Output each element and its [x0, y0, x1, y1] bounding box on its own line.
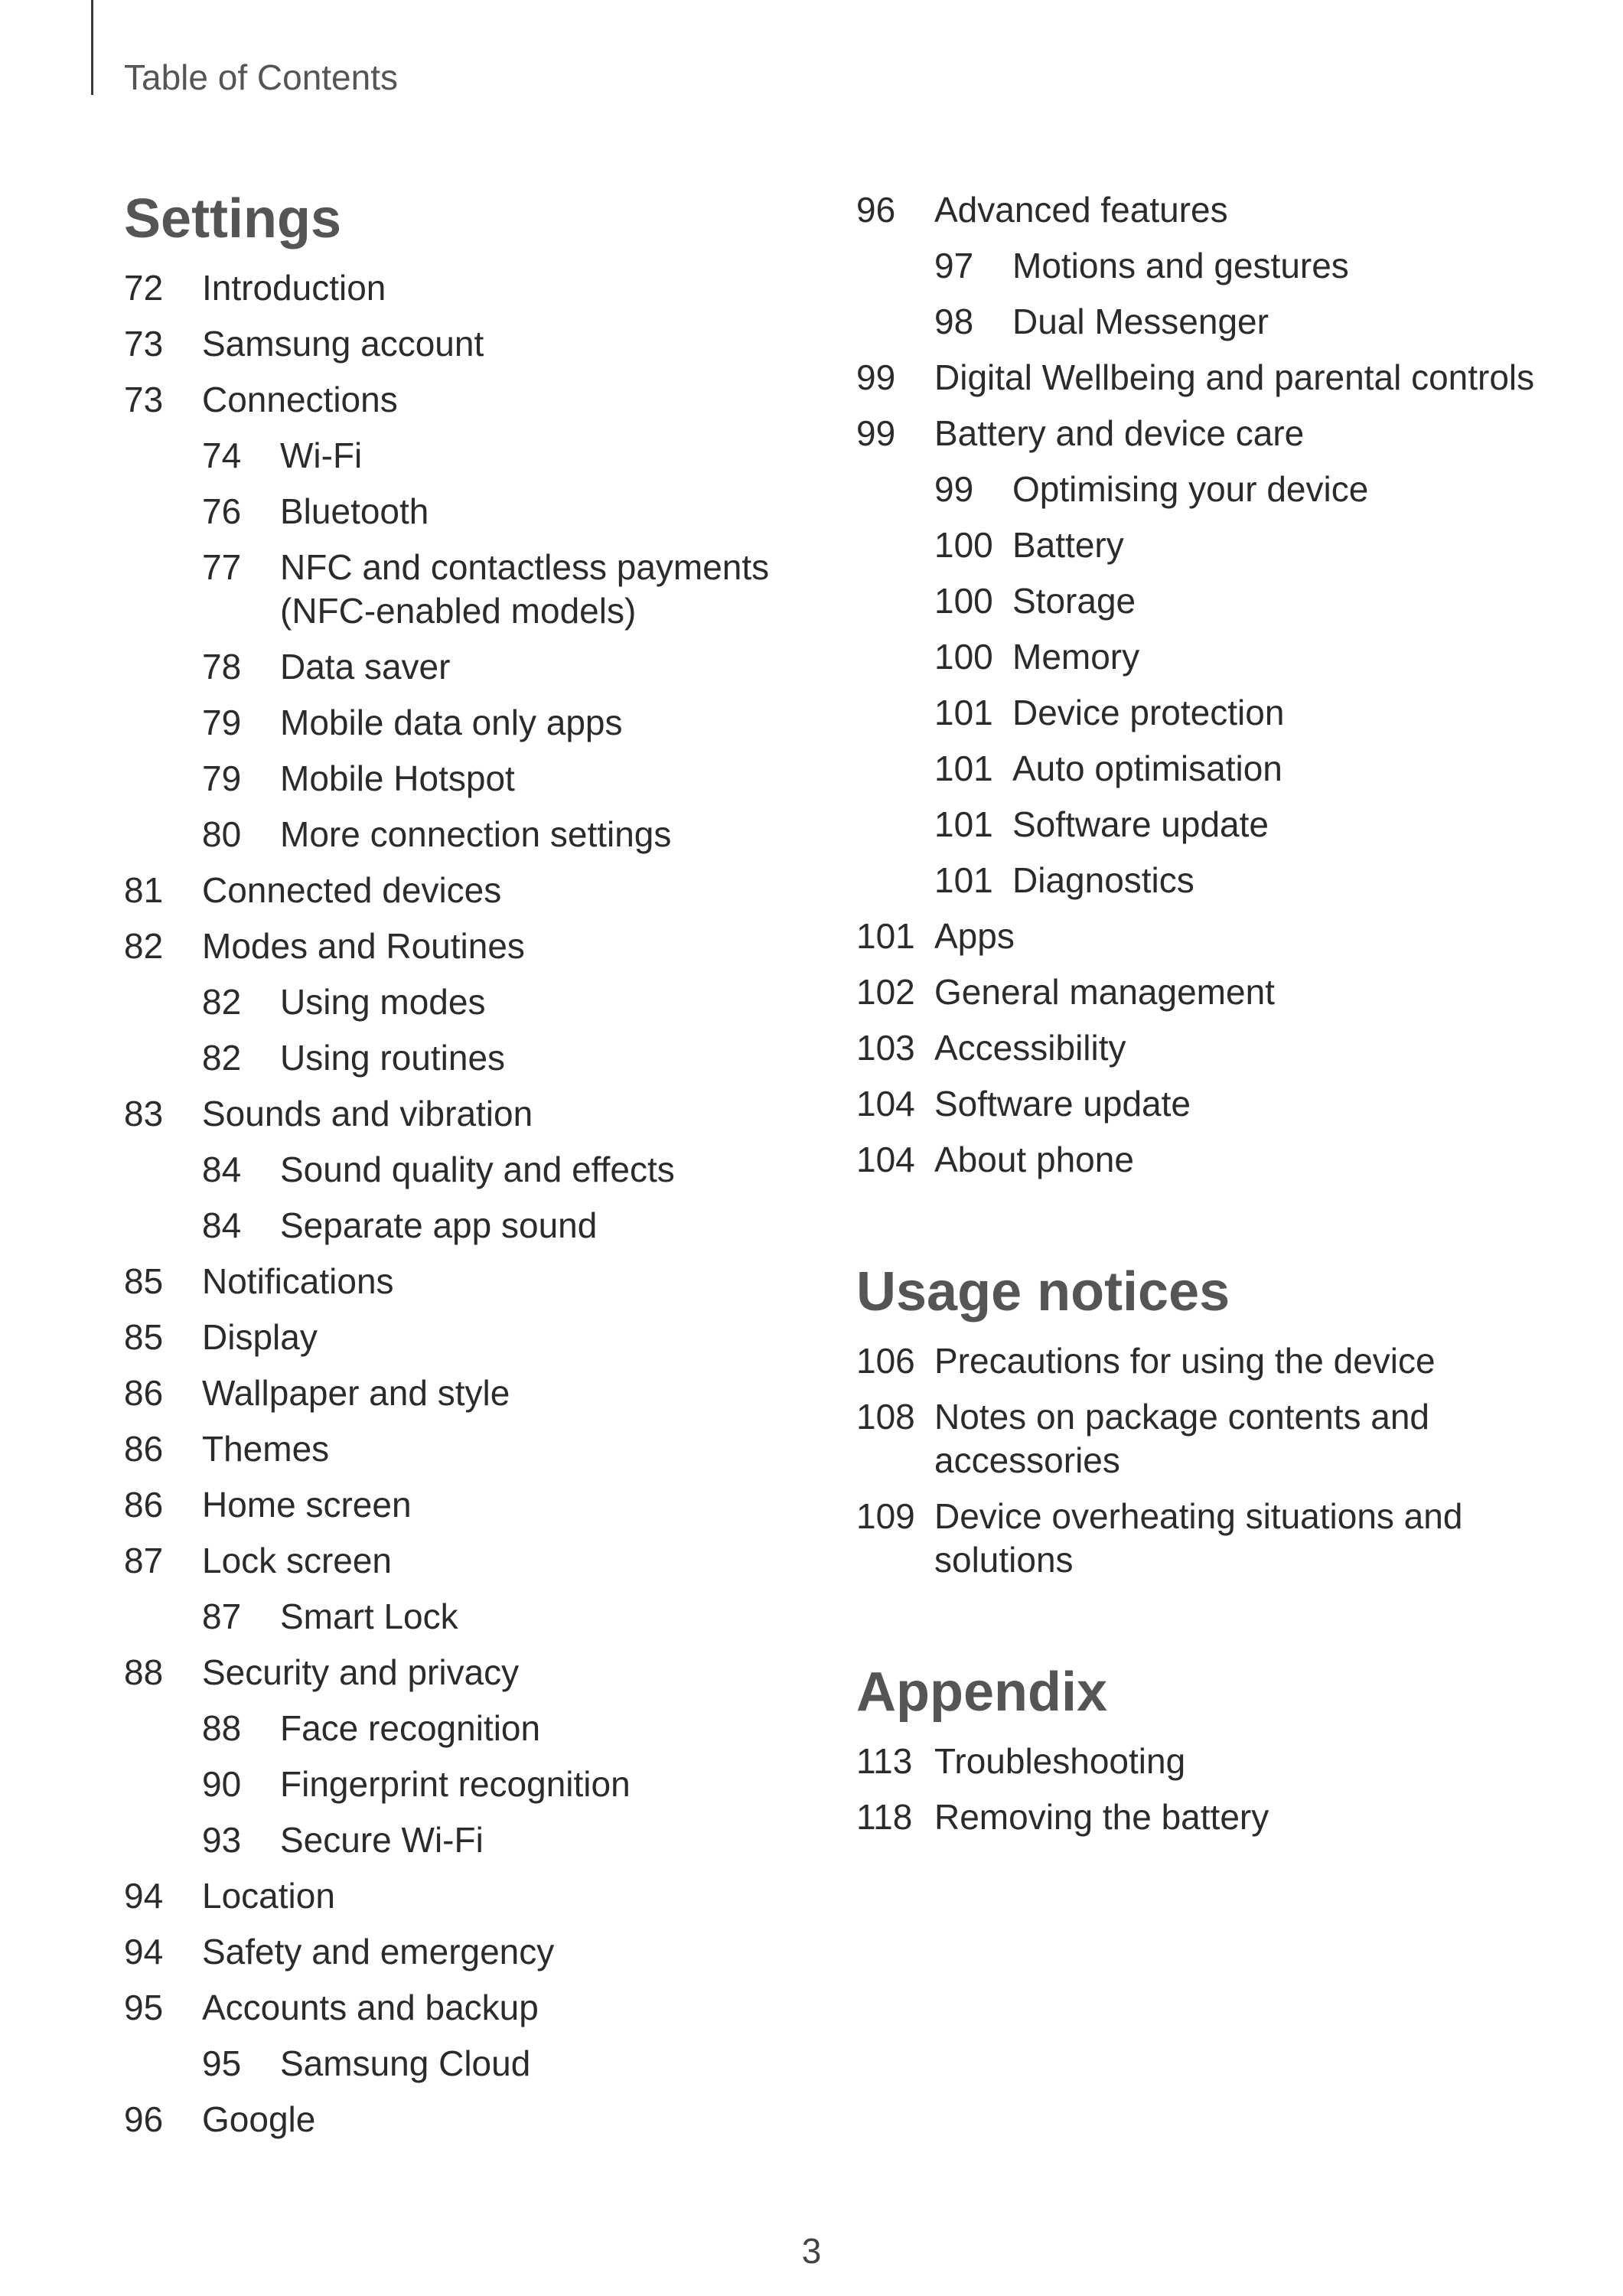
toc-page-number: 95 — [124, 1988, 164, 2027]
toc-entry-label: Sounds and vibration — [202, 1094, 533, 1133]
toc-page-number: 76 — [202, 491, 242, 531]
toc-left-column — [124, 188, 813, 2154]
toc-entry-label: Using modes — [280, 982, 486, 1022]
toc-entry[interactable] — [856, 803, 1545, 846]
toc-entry-label: Modes and Routines — [202, 926, 525, 966]
toc-page-number: 90 — [202, 1764, 242, 1804]
toc-page-number: 96 — [856, 190, 896, 230]
toc-list — [856, 188, 1545, 1182]
toc-page-number: 108 — [856, 1397, 915, 1437]
toc-page-number: 118 — [856, 1797, 913, 1837]
toc-entry-label: Secure Wi-Fi — [280, 1820, 484, 1860]
toc-page-number: 85 — [124, 1317, 164, 1357]
toc-entry[interactable] — [124, 1818, 813, 1862]
toc-page-number: 84 — [202, 1150, 242, 1189]
toc-entry-label: Battery and device care — [934, 413, 1305, 453]
toc-entry[interactable] — [124, 1930, 813, 1974]
toc-entry[interactable] — [856, 1082, 1545, 1126]
toc-page-number: 100 — [934, 525, 993, 565]
toc-entry-label: Samsung account — [202, 324, 484, 364]
toc-page-number: 113 — [856, 1741, 913, 1781]
toc-entry-label: Motions and gestures — [1012, 246, 1349, 285]
toc-page-number: 86 — [124, 1485, 164, 1525]
toc-entry[interactable] — [856, 300, 1545, 344]
toc-entry[interactable] — [124, 434, 813, 478]
toc-entry-label: Samsung Cloud — [280, 2043, 531, 2083]
toc-entry[interactable] — [856, 523, 1545, 567]
toc-entry[interactable] — [124, 701, 813, 745]
toc-entry[interactable] — [124, 1595, 813, 1639]
toc-entry-label: Dual Messenger — [1012, 302, 1269, 341]
toc-page-number: 101 — [934, 804, 993, 844]
toc-page-number: 77 — [202, 547, 242, 587]
toc-entry[interactable] — [856, 1740, 1545, 1783]
toc-entry[interactable] — [124, 2098, 813, 2141]
toc-entry[interactable] — [856, 691, 1545, 735]
toc-page-number: 100 — [934, 581, 993, 621]
toc-entry[interactable] — [124, 1204, 813, 1247]
toc-page-number: 87 — [124, 1541, 164, 1580]
toc-entry[interactable] — [124, 378, 813, 422]
toc-page-number: 86 — [124, 1429, 164, 1469]
toc-entry-label: Home screen — [202, 1485, 412, 1525]
toc-entry-label: Connected devices — [202, 870, 502, 910]
toc-entry[interactable] — [856, 468, 1545, 511]
toc-entry-label: Face recognition — [280, 1708, 541, 1748]
toc-entry[interactable] — [856, 244, 1545, 288]
toc-entry[interactable] — [856, 579, 1545, 623]
toc-page-number: 83 — [124, 1094, 164, 1133]
toc-entry[interactable] — [856, 747, 1545, 791]
toc-entry[interactable] — [856, 188, 1545, 232]
toc-page-number: 88 — [124, 1652, 164, 1692]
toc-entry-label: Notes on package contents and accessories — [934, 1397, 1430, 1480]
toc-entry[interactable] — [124, 1651, 813, 1694]
toc-entry-label: Fingerprint recognition — [280, 1764, 631, 1804]
toc-entry-label: Lock screen — [202, 1541, 393, 1580]
toc-entry[interactable] — [856, 635, 1545, 679]
toc-entry-label: Using routines — [280, 1038, 506, 1078]
toc-entry-label: Themes — [202, 1429, 330, 1469]
toc-entry[interactable] — [124, 1427, 813, 1471]
toc-entry[interactable] — [856, 970, 1545, 1014]
toc-page-number: 104 — [856, 1084, 915, 1124]
toc-entry-label: NFC and contactless payments (NFC-enabled models) — [280, 547, 770, 631]
toc-entry-label: Wi-Fi — [280, 435, 363, 475]
toc-page-number: 93 — [202, 1820, 242, 1860]
toc-entry[interactable] — [124, 1986, 813, 2030]
toc-entry-label: Software update — [1012, 804, 1269, 844]
toc-entry[interactable] — [856, 1395, 1545, 1482]
toc-page-number: 99 — [856, 413, 896, 453]
toc-entry-label: Storage — [1012, 581, 1136, 621]
toc-page-number: 96 — [124, 2099, 164, 2139]
toc-page-number: 102 — [856, 972, 915, 1012]
toc-entry-label: Device protection — [1012, 693, 1285, 732]
toc-page-number: 106 — [856, 1341, 915, 1381]
toc-entry-label: Memory — [1012, 637, 1140, 677]
toc-page-number: 86 — [124, 1373, 164, 1413]
toc-entry[interactable] — [124, 1483, 813, 1527]
toc-page-number: 99 — [856, 357, 896, 397]
header-title: Table of Contents — [124, 57, 399, 97]
toc-page-number: 74 — [202, 435, 242, 475]
toc-page-number: 101 — [934, 860, 993, 900]
section-heading: Usage notices — [856, 1261, 1230, 1322]
toc-entry-label: Security and privacy — [202, 1652, 520, 1692]
toc-entry[interactable] — [124, 1036, 813, 1080]
toc-list — [124, 266, 813, 2141]
toc-entry-label: Bluetooth — [280, 491, 429, 531]
toc-entry[interactable] — [124, 1371, 813, 1415]
toc-entry[interactable] — [124, 1539, 813, 1583]
toc-entry[interactable] — [856, 1138, 1545, 1182]
toc-entry[interactable] — [124, 1874, 813, 1918]
toc-page-number: 101 — [934, 748, 993, 788]
toc-section-settings — [124, 188, 813, 2141]
toc-entry-label: Wallpaper and style — [202, 1373, 510, 1413]
toc-entry-label: Optimising your device — [1012, 469, 1369, 509]
toc-entry-label: Auto optimisation — [1012, 748, 1282, 788]
toc-entry[interactable] — [856, 356, 1545, 400]
toc-entry[interactable] — [124, 757, 813, 801]
toc-entry-label: Introduction — [202, 268, 386, 308]
toc-page-number: 99 — [934, 469, 974, 509]
toc-entry-label: Notifications — [202, 1261, 394, 1301]
toc-entry-label: Smart Lock — [280, 1596, 458, 1636]
toc-page-number: 104 — [856, 1140, 915, 1179]
toc-page-number: 79 — [202, 758, 242, 798]
toc-entry-label: Digital Wellbeing and parental controls — [934, 357, 1535, 397]
toc-entry-label: Removing the battery — [934, 1797, 1269, 1837]
toc-entry-label: Location — [202, 1876, 335, 1916]
toc-page-number: 87 — [202, 1596, 242, 1636]
toc-page-number: 98 — [934, 302, 974, 341]
toc-entry-label: Connections — [202, 380, 398, 419]
toc-entry-label: Data saver — [280, 647, 451, 687]
toc-entry[interactable] — [124, 490, 813, 533]
toc-entry[interactable] — [856, 1026, 1545, 1070]
toc-entry[interactable] — [856, 1339, 1545, 1383]
toc-entry-label: Software update — [934, 1084, 1191, 1124]
toc-entry[interactable] — [856, 412, 1545, 455]
toc-entry-label: More connection settings — [280, 814, 672, 854]
toc-entry[interactable] — [124, 1260, 813, 1303]
toc-page-number: 72 — [124, 268, 164, 308]
toc-page-number: 84 — [202, 1205, 242, 1245]
toc-page-number: 109 — [856, 1496, 915, 1536]
toc-entry-label: Display — [202, 1317, 318, 1357]
toc-entry[interactable] — [856, 915, 1545, 958]
toc-page-number: 81 — [124, 870, 164, 910]
toc-page-number: 94 — [124, 1876, 164, 1916]
toc-entry[interactable] — [124, 1092, 813, 1136]
toc-page-number: 79 — [202, 703, 242, 742]
toc-entry-label: Separate app sound — [280, 1205, 598, 1245]
toc-page-number: 82 — [124, 926, 164, 966]
toc-page-number: 73 — [124, 324, 164, 364]
toc-entry-label: Device overheating situations and solutions — [934, 1496, 1463, 1580]
toc-entry[interactable] — [124, 1316, 813, 1359]
toc-page-number: 101 — [856, 916, 915, 956]
toc-entry[interactable] — [124, 925, 813, 968]
toc-entry[interactable] — [124, 1148, 813, 1192]
toc-section-appendix — [856, 1662, 1545, 1839]
toc-page-number: 100 — [934, 637, 993, 677]
toc-list — [856, 1740, 1545, 1839]
toc-list — [856, 1339, 1545, 1582]
toc-entry-label: Safety and emergency — [202, 1932, 555, 1971]
toc-entry[interactable] — [856, 1795, 1545, 1839]
toc-entry[interactable] — [124, 645, 813, 689]
toc-entry[interactable] — [856, 1495, 1545, 1582]
toc-entry[interactable] — [124, 1763, 813, 1806]
toc-entry-label: Accessibility — [934, 1028, 1126, 1068]
toc-entry-label: Advanced features — [934, 190, 1228, 230]
toc-entry[interactable] — [856, 859, 1545, 902]
toc-entry-label: General management — [934, 972, 1275, 1012]
toc-entry-label: Accounts and backup — [202, 1988, 539, 2027]
toc-page-number: 82 — [202, 1038, 242, 1078]
toc-entry[interactable] — [124, 1707, 813, 1750]
toc-entry-label: Diagnostics — [1012, 860, 1194, 900]
toc-entry-label: Mobile Hotspot — [280, 758, 515, 798]
toc-entry[interactable] — [124, 869, 813, 912]
toc-entry-label: Precautions for using the device — [934, 1341, 1436, 1381]
toc-page-number: 82 — [202, 982, 242, 1022]
toc-entry[interactable] — [124, 322, 813, 366]
toc-entry-label: Apps — [934, 916, 1015, 956]
toc-entry[interactable] — [124, 980, 813, 1024]
toc-page-number: 103 — [856, 1028, 915, 1068]
section-heading: Settings — [124, 188, 342, 249]
toc-page-number: 94 — [124, 1932, 164, 1971]
toc-entry-label: Battery — [1012, 525, 1124, 565]
toc-entry-label: Mobile data only apps — [280, 703, 623, 742]
toc-page-number: 95 — [202, 2043, 242, 2083]
toc-section-continued — [856, 188, 1545, 1182]
toc-right-column — [856, 188, 1545, 1851]
toc-page-number: 80 — [202, 814, 242, 854]
toc-page-number: 73 — [124, 380, 164, 419]
toc-page-number: 85 — [124, 1261, 164, 1301]
header-divider — [91, 0, 93, 95]
toc-page-number: 101 — [934, 693, 993, 732]
toc-page-number: 88 — [202, 1708, 242, 1748]
section-heading: Appendix — [856, 1662, 1108, 1723]
toc-entry-label: About phone — [934, 1140, 1134, 1179]
toc-entry-label: Sound quality and effects — [280, 1150, 675, 1189]
toc-entry[interactable] — [124, 266, 813, 310]
toc-section-usage-notices — [856, 1261, 1545, 1582]
toc-page-number: 97 — [934, 246, 974, 285]
toc-entry[interactable] — [124, 2042, 813, 2086]
toc-entry-label: Troubleshooting — [934, 1741, 1186, 1781]
toc-entry[interactable] — [124, 813, 813, 856]
toc-page-number: 78 — [202, 647, 242, 687]
toc-entry-label: Google — [202, 2099, 316, 2139]
page-number: 3 — [801, 2231, 822, 2271]
toc-entry[interactable] — [124, 546, 813, 633]
